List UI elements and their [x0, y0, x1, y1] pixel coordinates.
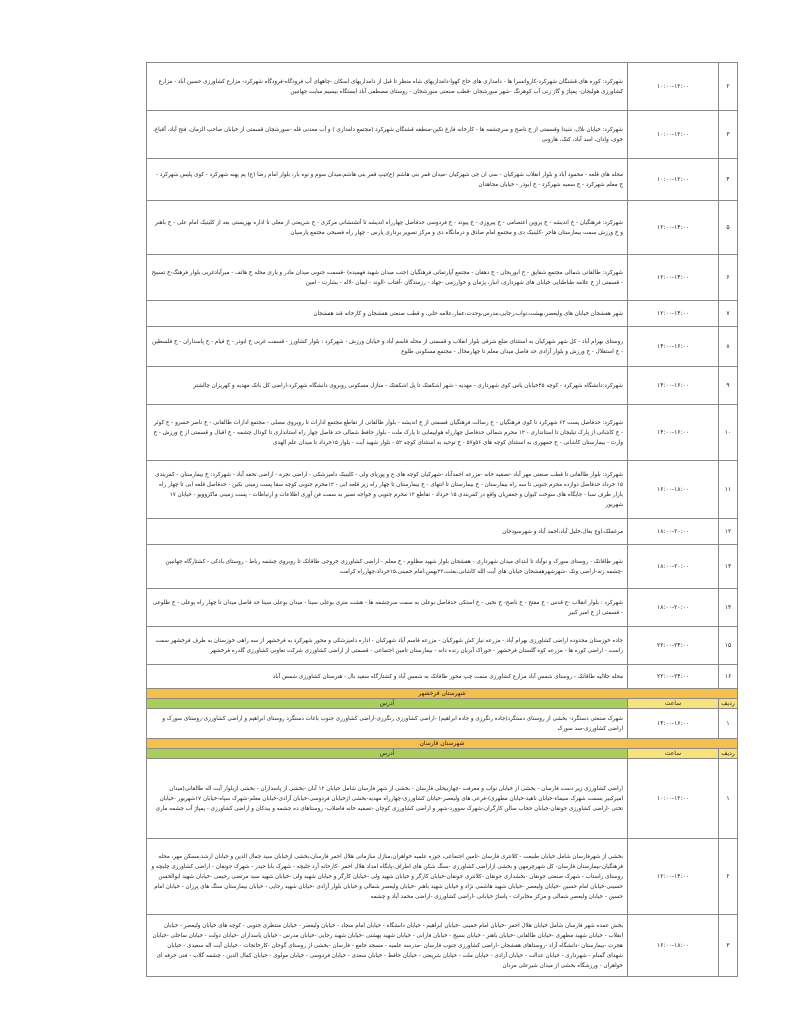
row-number-cell: ۱۱: [719, 461, 738, 519]
row-number-cell: ۴: [719, 159, 738, 201]
row-number-cell: ۱: [719, 759, 738, 839]
section-title: شهرستان فرخشهر: [147, 689, 738, 699]
table-row: [147, 301, 738, 327]
section-header-row: [147, 739, 738, 749]
row-number-cell: ۶: [719, 255, 738, 301]
time-cell: ۱۰:۰۰-۱۲:۰۰: [628, 159, 719, 201]
column-header-row: [147, 699, 738, 709]
address-cell: شهرک صنعتی دستگرد- بخشی از روستای دستگرد(جاده رنگرزی و جاده ابراهیم) -اراضی کشاورزی رنگرزی-اراضی کشاورزی جنوب باغات دستگرد روستای ابراهیم و اراضی کشاورزی-روستای سورک و اراضی کشاورزی-سد سورک: [147, 709, 628, 739]
time-cell: ۱۸:۰۰-۲۰:۰۰: [628, 589, 719, 627]
address-cell: بخشی از شهرفارسان شامل خیابان طبیعت - کلانتری فارسان -تامین اجتماعی، حوزه علمیه خواهران،منازل سازمانی هلال احمر فارسان،بخشی ازخیابان سید جمال الدین و خیابان ارشد،مسکن مهر، محله فرهنگیان-بیمارستان فارسان- کل شهرچرمهن و بخشی ازاراضی کشاورزی -سنگ شکن های اطراف-پایگاه امداد هلال احمر -کارخانه آرد جلیچه - شهرک بابا حیدر - شهرک جونقان - اراضی کشاورزی چلیچه و روستای راستاب - شهرک صنعتی جونقان -بخشداری جونقان -کلانتری جونقان-خیابان کارگر و خیابان شهید ولی -خیابان کارگر و خیابان شهید ولی -خیابان شهید سید مرتضی رحیمی -خیابان شهید ابوالحسن حسینی-خیابان امام حسین -خیابان ولیعصر -خیابان شهید هاشمی نژاد و خیابان شهید باهنر -خیابان ولیعصر شمالی و خیابان بلوار آزادی -خیابان شهید رجایی - خیابان بیمارستان سنگ های پرزان - خیابان امام حسین - خیابان ولیعصر شمالی و مرکز مخابرات - پاساژ خیابانی -اراضی کشاورزی -اراضی محمد آباد و چشمه: [147, 839, 628, 915]
row-number-cell: ۷: [719, 301, 738, 327]
time-cell: ۱۰:۰۰-۱۲:۰۰: [628, 63, 719, 111]
table-row: [147, 839, 738, 915]
table-row: [147, 405, 738, 461]
time-cell: ۱۸:۰۰-۲۰:۰۰: [628, 545, 719, 589]
time-cell: ۱۴:۰۰-۱۶:۰۰: [628, 327, 719, 367]
col-header-address: آدرس: [147, 749, 628, 759]
address-cell: شهرکرد: کوره های قشنگان شهرکرد-کاروانسرا ها - دامداری های حاج کهوا-دامداریهای شاه منظر تا قبل از دامداریهای اسکان -چاههای آب فرودگاه-فرودگاه شهرکرد- مزارع کشاورزی حسین آباد - مزارع کشاورزی هولیجان- پمپاژ و گاز زنی آب کوهرنگ -شهر سورشجان -قطب صنعتی سورشجان - روستای مصطفی آباد ایستگاه بیسیم سایت جهانبین: [147, 63, 628, 111]
row-number-cell: ۱۳: [719, 545, 738, 589]
address-cell: شهرکرد:دانشگاه شهرکرد - کوچه ۴۵خیابان یاس کوی شهرداری - مهدیه - شهر اشکفتک تا پل اشکفتک - منازل مسکونی روبروی دانشگاه شهرکرد-اراضی کل بانک مهدیه و کهریزان چالشتر: [147, 367, 628, 405]
row-number-cell: ۱: [719, 709, 738, 739]
address-cell: شهرکرد : بلوار انقلاب -خ قدس - خ مفتح - خ ناصح- خ نخبی - خ استکی حدفاصل بوعلی به سمت سرچشمه ها - هشت متری بوعلی سینا - میدان بوعلی سینا حد فاصل میدان تا چهار راه بوعلی - خ طلوعی - قسمتی از خ امیر کبیر: [147, 589, 628, 627]
table-row: [147, 709, 738, 739]
address-cell: جاده خوزستان محدوده اراضی کشاورزی بهرام آباد - مزرعه نیاز کش شهرکیان - مزرعه قاسم آباد شهرکیان - اداره دامپزشکی و محور شهرکرد به فرخشهر از سه راهی خوزستان به طرف فرخشهر سمت راست - اراضی کوره ها - مزرعه کوه گلستان فرخشهر - خوراک آبزیان رنده دانه - بیمارستان تامین اجتماعی - قسمتی از اراضی کشاورزی شرکت تعاونی کشاورزی گلدره فرخشهر: [147, 627, 628, 665]
time-cell: ۱۴:۰۰-۱۶:۰۰: [628, 367, 719, 405]
address-cell: شهر طاقانک - روستای سورک و نوآباد تا ابتدای میدان شهرداری - هفشجان بلوار شهید مظلوم - خ معلم - اراضی کشاورزی خروجی طاقانک تا روبروی چشمه رباط - روستای بادکی - کشتارگاه جهانبین -چشمه زنه-اراضی ونک -شهرشهرهفشجان خیابان های آیت الله کاشانی،بعثت،۲۲بهمن،امام خمینی،۱۵خرداد،چهارراه کرامت: [147, 545, 628, 589]
time-cell: ۱۰:۰۰-۱۲:۰۰: [628, 111, 719, 159]
row-number-cell: ۹: [719, 367, 738, 405]
table-row: [147, 159, 738, 201]
time-cell: ۱۲:۰۰-۱۴:۰۰: [628, 301, 719, 327]
row-number-cell: ۱۴: [719, 589, 738, 627]
table-row: [147, 367, 738, 405]
row-number-cell: ۲: [719, 839, 738, 915]
address-cell: محله جلالیه طاقانک - روستای شمس آباد مزارع کشاورزی سمت چپ محور طاقانک به شمس آباد و کشتارگاه سفید بال - هنرستان کشاورزی شمس آباد: [147, 665, 628, 689]
col-header-row-number: ردیف: [719, 749, 738, 759]
table-row: [147, 255, 738, 301]
time-cell: ۱۶:۰۰-۱۸:۰۰: [628, 915, 719, 977]
address-cell: شهرکرد: حدفاصل پست ۶۳ شهرکرد تا کوی فرهنگیان - خ رسالت فرهنگیان قسمتی از خ اندیشه - بلوار طالقانی از تقاطع مجتمع ادارات تا روبروی مصلی - مجتمع ادارات طالقانی - خ ناصر خسرو - خ کوثر - خ کاشانی از پارک تیلیجان تا استانداری - ۱۲ محرم شمالی حدفاصل چهارراه هواپیمایی تا پارک ملت - بلوار حافظ شمالی حد فاصل چهار راه استانداری تا کودال چشمه - خ اقبال و قسمتی از خ ورزش - خ وارث - بیمارستان کاشانی - خ جمهوری به استثنای کوچه های ۵۶و۵۷ - خ توحید به استثنای کوچه ۵۲ - بلوار شهید آیت - بلوار ۱۵خرداد تا میدان علم الهدی: [147, 405, 628, 461]
address-cell: شهر هفشجان خیابان های ولیعصر،بهشت،نواب،رجایی،مدرس،وحدت،عمار،علامه حلی، و قطب صنعتی هفشجان و کارخانه قند هفشجان: [147, 301, 628, 327]
section-title: شهرستان فارسان: [147, 739, 738, 749]
row-number-cell: ۱۶: [719, 665, 738, 689]
address-cell: مرغملک،اوج بغال،خلیل آباد،احمد آباد و شهرسودجان: [147, 519, 628, 545]
address-cell: شهرکرد: فرهنگیان - خ اندیشه - خ پروین اعتصامی - خ پیروزی - خ پیوند - خ فردوسی حدفاصل چهارراه اندیشه تا آتشنشانی مرکزی - خ شریعتی از معلی تا اداره بهزیستی بعد از کلینیک امام علی - خ باهنر و خ ورزش سمت بیمارستان هاجر -کلینیک دی و مجتمع امام صادق و درمانگاه دی و مرکز تصویر برداری پارس - چهار راه فصیحی مجتمع پارسیان: [147, 201, 628, 255]
col-header-time: ساعت: [628, 749, 719, 759]
time-cell: ۱۴:۰۰-۱۶:۰۰: [628, 405, 719, 461]
table-row: [147, 759, 738, 839]
col-header-time: ساعت: [628, 699, 719, 709]
address-cell: شهرکرد: بلوار طالقانی تا قطب صنعتی مهر آباد -تصفیه خانه -مزرعه احمدآباد -شهرکیان کوچه های ع و پوریای ولی - کلینیک دامپزشکی - اراضی نجره - اراضی تحفه آباد - شهرکرد: خ بیمارستان - کمربندی ۱۵ خرداد حدفاصل دوازده محرم جنوبی تا سه راه بیمارستان - خ بیمارستان تا انتهای - خ بیمارستان تا چهار راه زیر قلعه ابی - ۱۲محرم جنوبی کوچه سقا پست زمینی نکین - حدفاصل قلعه ابی تا چهار راه بازار طرف سبا - جایگاه های سوخت کیوان و جعفریان واقع در کمربندی ۱۵ خرداد - تقاطع ۱۲ محرم جنوبی و خواجه نصیر به سمت فن آوری اطلاعات و ارتباطات - پست زمینی ماکروویو - خیابان ۱۷ شهریور: [147, 461, 628, 519]
row-number-cell: ۳: [719, 915, 738, 977]
table-row: [147, 111, 738, 159]
table-row: [147, 915, 738, 977]
outage-schedule-table: [146, 62, 738, 977]
farsan-section: [147, 739, 738, 759]
address-cell: اراضی کشاورزی زیر دست فارسان - بخشی از خیابان نواب و معرفت -چهاربیحلی فارسان - بخشی از شهر فارسان شامل خیابان ۱۲ آبان -بخشی از پاسداران - بخشی ازبلوار آیت اله طالقانی(میدان امیرکبیر بسمت شهرک سیماء-خیابان ناهید-خیابان مطهری)-فرعی های ولیعصر-خیابان کشاورزی-چهارراه مهدیه-بخشی ازخیابان فردوسی-خیابان آزادی-خیابان معلم-شهرک سپاه-خیابان ۱۷شهریور -خیابان تختی -اراضی کشاورزی جونقان-خیابان حجاب سالن کارگران-شهرک سوورد-شهر و اراضی کشاورزی کوچان -تصفیه خانه فاضلاب- روستاهای ده چشمه و بیدکان و اراضی کشاورزی - پمپاژ آب چشمه ماری: [147, 759, 628, 839]
col-header-address: آدرس: [147, 699, 628, 709]
column-header-row: [147, 749, 738, 759]
address-cell: شهرکرد: طالقانی شمالی مجتمع شقایق - خ ابوریحان - خ دهقان - مجتمع آپارتمانی فرهنگیان (جنب میدان شهید فهمیده) -قسمت جنوبی میدان مادر و یاری محله خ هاتف - میرآبادغربی بلوار فرهنگ-خ تسبیح - قسمتی از خ علامه طباطبایی خیابان های شهرداری، انبار، پژمان و خوارزمی -جهاد - رزمندگان -آفتاب -الوند - ایمان -لاله - بشارت - امین: [147, 255, 628, 301]
time-cell: ۱۴:۰۰-۱۶:۰۰: [628, 709, 719, 739]
table-row: [147, 461, 738, 519]
time-cell: ۱۶:۰۰-۱۸:۰۰: [628, 461, 719, 519]
section-header-row: [147, 689, 738, 699]
shahrekord-rows: [147, 63, 738, 689]
row-number-cell: ۱۰: [719, 405, 738, 461]
time-cell: ۲۲:۰۰-۲۴:۰۰: [628, 665, 719, 689]
row-number-cell: ۱۵: [719, 627, 738, 665]
address-cell: شهرکرد: خیابان بلال، شیدا وقسمتی از خ ناصح و سرچشمه ها - کارخانه فارغ نکین-منطقه قشنگان شهرکرد (مجتمع دامداری ) و آب معدنی قله -سورشجان قسمتی از خیابان صاحب الزمان، فتح آباد، آقباغ، خوی، وادان، اسد آباد، کنک، هارونی: [147, 111, 628, 159]
table-row: [147, 327, 738, 367]
time-cell: ۱۲:۰۰-۱۴:۰۰: [628, 255, 719, 301]
row-number-cell: ۱۲: [719, 519, 738, 545]
table-row: [147, 545, 738, 589]
farrokhshahr-section: [147, 689, 738, 709]
table-row: [147, 201, 738, 255]
table-row: [147, 589, 738, 627]
farsan-rows: [147, 759, 738, 977]
table-row: [147, 627, 738, 665]
table-row: [147, 519, 738, 545]
address-cell: روستای بهرام آباد - کل شهر شهرکیان به استثنای ضلع شرقی بلوار انقلاب و قسمتی از محله قاسم آباد و خیابان ورزش - شهرکرد : بلوار کشاورز - قسمت غربی خ ابوذر - خ قیام - خ پاسداران - خ فلسطین - خ استقلال - خ ورزش و بلوار آزادی حد فاصل میدان معلم تا چهارمحال - مجتمع مسکونی طلوع: [147, 327, 628, 367]
table-row: [147, 63, 738, 111]
address-cell: بخش عمده شهر فارسان شامل خیابان هلال احمر -خیابان امام خمینی -خیابان ابراهیم - خیابان دانشگاه - خیابان امام سجاد - خیابان ولیعصر - خیابان منتظری جنوبی - کوچه های خیابان ولیعصر - خیابان انقلاب - خیابان شهید مطهری -خیابان طالقانی -خیابان باهنر - خیابان بسیج - خیابان فارابی - خیابان شهید بهشتی -خیابان شهید رجایی -خیابان مدرس - خیابان پاسداران -خیابان دولت - خیابان ساحلی -خیابان هجرت -بیمارستان -دانشگاه آزاد -روستاهای هفشجان -اراضی کشاورزی جنوب فارسان -مدرسه علمیه - مسجد جامع - فارسان -بخشی از روستای گوجان -کارخانجات - خیابان آیت اله سعیدی - خیابان شهدای گمنام - شهرداری - خیابان عدالت - خیابان آزادی - خیابان ملت - خیابان شریعتی - خیابان حافظ - خیابان سعدی - خیابان فردوسی - خیابان مولوی - خیابان کمال الدین - چشمه گلاب - فنی حرفه ای خواهران - ورزشگاه بخشی از میدان شیرعلی مردان: [147, 915, 628, 977]
table-row: [147, 665, 738, 689]
power-outage-schedule-page: [146, 62, 738, 977]
row-number-cell: ۳: [719, 111, 738, 159]
row-number-cell: ۸: [719, 327, 738, 367]
time-cell: ۱۲:۰۰-۱۴:۰۰: [628, 839, 719, 915]
address-cell: محله های قلعه - محمود آباد و بلوار انقلاب شهرکیان - سی ان جی شهرکیان -میدان قمر بنی هاشم (ع)تیپ قمر بنی هاشم،میدان سوم و نوه بار، بلوار امام رضا (ع) پم پهنه شهرکرد - کوی پلیس شهرکرد - خ معلم شهرکرد - خ سمیه شهرکرد - خ ابوذر - خیابان مجاهدان: [147, 159, 628, 201]
time-cell: ۱۰:۰۰-۱۲:۰۰: [628, 759, 719, 839]
time-cell: ۱۸:۰۰-۲۰:۰۰: [628, 519, 719, 545]
time-cell: ۱۲:۰۰-۱۴:۰۰: [628, 201, 719, 255]
row-number-cell: ۵: [719, 201, 738, 255]
col-header-row-number: ردیف: [719, 699, 738, 709]
time-cell: ۲۲:۰۰-۲۴:۰۰: [628, 627, 719, 665]
row-number-cell: ۲: [719, 63, 738, 111]
farrokhshahr-rows: [147, 709, 738, 739]
